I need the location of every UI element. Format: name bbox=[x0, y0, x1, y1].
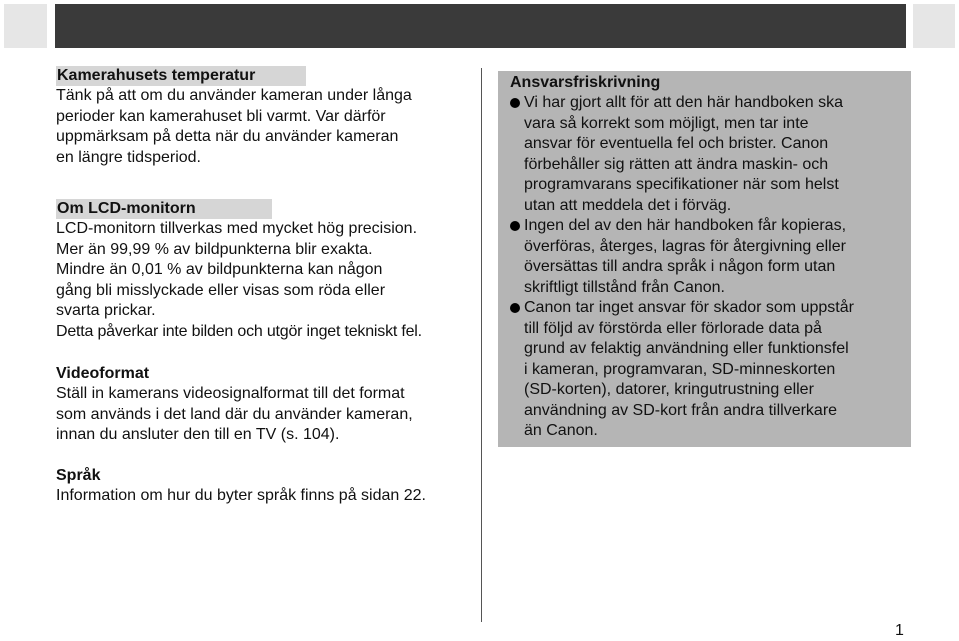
bullet-dot-icon bbox=[510, 303, 520, 313]
language-line: Information om hur du byter språk finns på sidan 22. bbox=[56, 486, 426, 504]
lcd-heading: Om LCD-monitorn bbox=[56, 199, 272, 219]
bullet-line: utan att meddela det i förväg. bbox=[524, 196, 732, 214]
bullet-line: Canon tar inget ansvar för skador som uppstår bbox=[524, 299, 854, 316]
temperature-heading: Kamerahusets temperatur bbox=[56, 66, 306, 86]
bullet-line: Ingen del av den här handboken får kopieras, bbox=[524, 217, 847, 234]
video-heading: Videoformat bbox=[56, 365, 150, 382]
lcd-line: Mer än 99,99 % av bildpunkterna blir exakta. bbox=[56, 240, 373, 258]
column-divider bbox=[481, 68, 482, 622]
video-section bbox=[56, 364, 476, 446]
temperature-line: perioder kan kamerahuset bli varmt. Var därför bbox=[56, 107, 386, 125]
disclaimer-bullet bbox=[510, 298, 911, 442]
video-line: som används i det land där du använder kameran, bbox=[56, 405, 413, 423]
temperature-line: en längre tidsperiod. bbox=[56, 148, 201, 166]
lcd-line: Detta påverkar inte bilden och utgör inget tekniskt fel. bbox=[56, 322, 422, 340]
bullet-line: överföras, återges, lagras för återgivning eller bbox=[524, 237, 846, 255]
bullet-line: förbehåller sig rätten att ändra maskin- och bbox=[524, 155, 829, 173]
header-bar bbox=[55, 4, 906, 48]
bullet-dot-icon bbox=[510, 221, 520, 231]
left-column bbox=[56, 66, 476, 506]
language-heading: Språk bbox=[56, 466, 101, 484]
bullet-line: än Canon. bbox=[524, 422, 598, 439]
bullet-line: i kameran, programvaran, SD-minneskorten bbox=[524, 360, 836, 378]
bullet-dot-icon bbox=[510, 98, 520, 108]
lcd-line: LCD-monitorn tillverkas med mycket hög precision. bbox=[56, 220, 418, 237]
bullet-line: (SD-korten), datorer, kringutrustning eller bbox=[524, 381, 814, 398]
disclaimer-bullet bbox=[510, 216, 911, 298]
video-line: Ställ in kamerans videosignalformat till det format bbox=[56, 385, 405, 402]
temperature-line: Tänk på att om du använder kameran under långa bbox=[56, 87, 412, 104]
bullet-line: skriftligt tillstånd från Canon. bbox=[524, 278, 725, 296]
lcd-section bbox=[56, 199, 476, 342]
bullet-line: till följd av förstörda eller förlorade data på bbox=[524, 319, 822, 337]
bullet-line: användning av SD-kort från andra tillverkare bbox=[524, 401, 838, 419]
bullet-line: ansvar för eventuella fel och brister. Canon bbox=[524, 135, 829, 152]
bullet-line: översättas till andra språk i någon form utan bbox=[524, 258, 836, 275]
bullet-line: vara så korrekt som möjligt, men tar inte bbox=[524, 114, 809, 132]
video-line: innan du ansluter den till en TV (s. 104). bbox=[56, 426, 340, 443]
page-number: 1 bbox=[895, 622, 904, 639]
lcd-line: gång bli misslyckade eller visas som röda eller bbox=[56, 281, 386, 299]
disclaimer-bullet bbox=[510, 93, 911, 216]
left-page-tab bbox=[4, 4, 47, 48]
right-page-tab bbox=[913, 4, 955, 48]
bullet-line: programvarans specifikationer när som helst bbox=[524, 176, 839, 193]
bullet-line: Vi har gjort allt för att den här handboken ska bbox=[524, 94, 844, 111]
lcd-line: Mindre än 0,01 % av bildpunkterna kan någon bbox=[56, 261, 383, 278]
temperature-line: uppmärksam på detta när du använder kameran bbox=[56, 128, 399, 145]
disclaimer-heading: Ansvarsfriskrivning bbox=[510, 74, 661, 91]
bullet-line: grund av felaktig användning eller funktionsfel bbox=[524, 340, 849, 357]
disclaimer-box bbox=[498, 71, 911, 447]
temperature-section bbox=[56, 66, 476, 168]
lcd-line: svarta prickar. bbox=[56, 302, 156, 319]
language-section bbox=[56, 466, 476, 507]
